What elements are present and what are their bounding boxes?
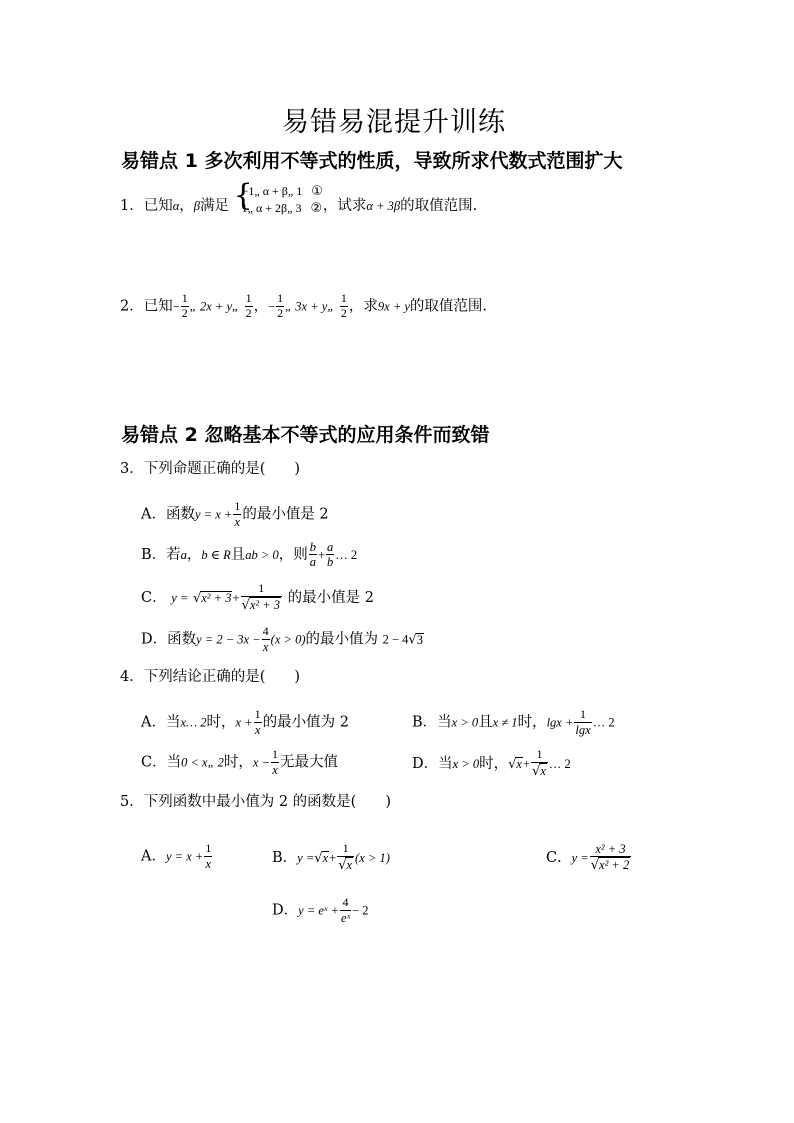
q2-expr-2: 3x + y„ (295, 299, 335, 314)
q3-option-a: A．函数y = x + $\frac{1}{x}$ 的最小值是 2 (141, 499, 329, 529)
q2-target: 9x + y (377, 299, 410, 314)
q1-number: 1． (120, 198, 144, 214)
question-2: 2．已知− $\frac{1}{2}$ „ 2x + y„ $\frac{1}{2}$ ，− $\frac{1}{2}$ „ 3x + y„ $\frac{1}{2}$ ，求9x + y的取值范围. (120, 291, 488, 320)
q4-option-d: D．当x > 0时，√x+ $\frac{1}{√x}$ … 2 (412, 747, 571, 779)
q2-frac-2: $\frac{1}{2}$ (245, 291, 252, 320)
question-3-stem: 3．下列命题正确的是( ) (120, 461, 301, 477)
q1-cond: 满足 (200, 198, 230, 214)
section-heading-1: 易错点 1 多次利用不等式的性质，导致所求代数式范围扩大 (121, 150, 623, 172)
q1-alpha: α (172, 199, 180, 213)
q1-tail: 的取值范围. (400, 198, 478, 214)
q4-option-c: C．当0 < x„ 2时，x − $\frac{1}{x}$ 无最大值 (141, 747, 339, 777)
q5-option-c: C．y = $\frac{\text{x² + 3}}{\text{√x² + 2}}$ (546, 842, 630, 874)
q1-mark-2: ② (310, 201, 323, 216)
question-1 (120, 178, 478, 223)
q1-expr: α + 3β (366, 199, 401, 213)
q5-option-d: D．y = eˣ + $\frac{4}{\text{eˣ}}$ − 2 (272, 895, 369, 925)
q2-pre: 已知 (143, 298, 173, 315)
section-heading-2: 易错点 2 忽略基本不等式的应用条件而致错 (121, 424, 490, 446)
q1-post: ，试求 (322, 198, 367, 214)
q5-option-a: A．y = x + $\frac{1}{x}$ (141, 841, 212, 871)
q1-mark-1: ① (311, 184, 323, 199)
q2-frac-1: $\frac{1}{2}$ (181, 291, 188, 320)
q5-option-b: B．y =√x+ $\frac{1}{√x}$ (x > 1) (272, 841, 390, 873)
q2-number: 2． (120, 298, 144, 315)
q3-option-c: C． y = √x² + 3+ $\frac{1}{\text{√x² + 3}}$ 的最小值是 2 (141, 581, 375, 613)
question-4-stem: 4．下列结论正确的是( ) (120, 669, 301, 685)
q3-option-b: B．若a，b ∈ R且ab > 0，则 $\frac{b}{a}$ + $\frac{a}{b}$ … 2 (141, 540, 358, 570)
q4-option-b: B．当x > 0且x ≠ 1时，lgx + $\frac{1}{\lg x}$ … 2 (412, 707, 615, 737)
q2-frac-3: $\frac{1}{2}$ (277, 291, 284, 320)
page-title: 易错易混提升训练 (282, 107, 506, 138)
q1-brace: { (233, 178, 253, 213)
q1-line-2: 1„ α + 2β„ 3 ② (241, 201, 323, 216)
q1-system (233, 178, 323, 217)
q1-beta: β (193, 199, 201, 213)
q3-option-d: D．函数y = 2 − 3x − $\frac{4}{x}$ (x > 0)的最小值为 2 − 4√3 (141, 624, 423, 654)
q1-comma: ， (179, 198, 194, 214)
q1-pre: 已知 (143, 198, 173, 214)
q2-expr-1: 2x + y„ (199, 299, 239, 314)
q1-line-1: −1„ α + β„ 1 ① (241, 184, 323, 199)
q4-option-a: A．当x… 2时，x + $\frac{1}{x}$ 的最小值为 2 (141, 707, 349, 737)
q2-frac-4: $\frac{1}{2}$ (340, 291, 347, 320)
question-5-stem: 5．下列函数中最小值为 2 的函数是( ) (120, 794, 391, 810)
